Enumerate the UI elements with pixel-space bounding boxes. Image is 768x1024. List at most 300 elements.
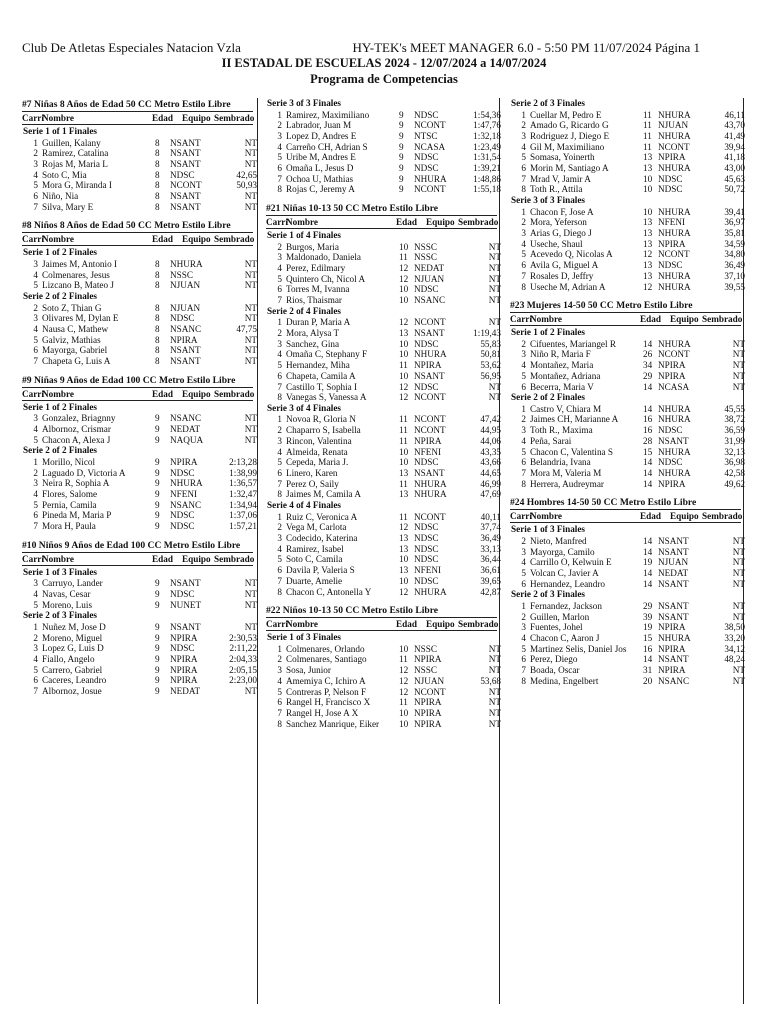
team-code: NPIRA	[414, 360, 442, 371]
swimmer-age: 9	[155, 599, 160, 610]
seed-time: 41,18	[724, 152, 745, 163]
event-title: #9 Niñas 9 Años de Edad 100 CC Metro Estilo Libre	[22, 374, 236, 386]
team-code: NHURA	[658, 414, 691, 425]
seed-time: 36,49	[724, 260, 745, 271]
swimmer-age: 11	[399, 252, 408, 263]
swimmer-name: Fuentes, Johel	[530, 622, 583, 633]
swimmer-age: 10	[399, 295, 409, 306]
lane-number: 3	[521, 546, 526, 557]
swimmer-name: Duarte, Amelie	[286, 575, 343, 586]
lane-number: 1	[521, 403, 526, 414]
entry-row	[266, 554, 501, 565]
lane-number: 1	[277, 109, 282, 120]
team-code: NTSC	[414, 130, 438, 141]
lane-number: 6	[521, 654, 526, 665]
swimmer-age: 11	[399, 697, 408, 708]
swimmer-age: 9	[399, 130, 404, 141]
seed-time: NT	[244, 201, 257, 212]
swimmer-name: Maldonado, Daniela	[286, 252, 362, 263]
event-title: #22 Niños 10-13 50 CC Metro Estilo Libre	[266, 605, 439, 617]
team-code: NDSC	[170, 313, 195, 324]
seed-time: NT	[732, 675, 745, 686]
swimmer-age: 9	[155, 423, 160, 434]
seed-time: 47,42	[480, 414, 501, 425]
age-header: Edad	[640, 511, 661, 522]
swimmer-name: Rojas C, Jeremy A	[286, 184, 355, 195]
team-code: NSANT	[170, 191, 201, 202]
swimmer-age: 9	[155, 664, 160, 675]
swimmer-name: Chapeta, Camila A	[286, 370, 356, 381]
entry-row	[510, 425, 745, 436]
seed-time: 31,99	[724, 435, 745, 446]
team-code: NPIRA	[170, 632, 198, 643]
lane-header: Carri	[22, 388, 44, 399]
team-code: NSANT	[414, 370, 445, 381]
team-code: NSSC	[414, 252, 437, 263]
team-code: NCONT	[414, 392, 446, 403]
team-code: NCONT	[414, 425, 446, 436]
lane-number: 2	[277, 425, 282, 436]
team-header: Equipo	[182, 234, 211, 245]
seed-time: 1:54,36	[473, 109, 501, 120]
swimmer-age: 10	[643, 206, 653, 217]
swimmer-age: 12	[643, 281, 653, 292]
entry-row	[510, 109, 745, 121]
seed-time: NT	[488, 317, 501, 328]
entry-row	[510, 557, 745, 568]
lane-number: 4	[521, 141, 526, 152]
swimmer-age: 14	[643, 546, 653, 557]
team-code: NHURA	[658, 403, 691, 414]
swimmer-name: Mora H, Paula	[42, 521, 96, 532]
lane-number: 2	[33, 302, 38, 313]
lane-number: 3	[33, 578, 38, 589]
swimmer-name: Acevedo Q, Nicolas A	[530, 249, 613, 260]
swimmer-name: Neira R, Sophia A	[42, 478, 110, 489]
entry-row	[510, 568, 745, 579]
team-code: NDSC	[414, 109, 439, 120]
lane-number: 6	[277, 697, 282, 708]
swimmer-age: 11	[399, 511, 408, 522]
lane-number: 6	[277, 284, 282, 295]
lane-number: 5	[277, 554, 282, 565]
swimmer-age: 12	[399, 263, 409, 274]
entry-row	[22, 675, 257, 686]
seed-time: 42,58	[724, 467, 745, 478]
seed-time: NT	[732, 535, 745, 546]
swimmer-name: Carruyo, Lander	[42, 578, 103, 589]
swimmer-age: 11	[399, 654, 408, 665]
seed-time: 55,83	[480, 338, 501, 349]
swimmer-age: 8	[155, 180, 160, 191]
entry-row	[22, 413, 257, 424]
seed-time: 37,74	[480, 522, 501, 533]
swimmer-age: 13	[399, 328, 409, 339]
lane-number: 5	[33, 280, 38, 291]
lane-number: 5	[521, 370, 526, 381]
team-code: NDSC	[414, 575, 439, 586]
swimmer-age: 12	[399, 675, 409, 686]
lane-number: 2	[277, 328, 282, 339]
team-code: NPIRA	[658, 152, 686, 163]
team-code: NDSC	[170, 643, 195, 654]
seed-time: 47,75	[236, 323, 257, 334]
seed-time: NT	[244, 434, 257, 445]
swimmer-name: Cifuentes, Mariangel R	[530, 338, 616, 349]
seed-time: 45,55	[724, 403, 745, 414]
lane-number: 4	[33, 423, 38, 434]
lane-number: 7	[277, 295, 282, 306]
swimmer-name: Fernandez, Jackson	[530, 600, 602, 611]
swimmer-age: 12	[399, 317, 409, 328]
entry-row	[22, 334, 257, 346]
team-code: NDSC	[414, 522, 439, 533]
swimmer-age: 10	[399, 370, 409, 381]
lane-number: 6	[521, 381, 526, 392]
team-code: NCONT	[658, 249, 690, 260]
team-code: NSANT	[170, 345, 201, 356]
swimmer-age: 29	[643, 370, 653, 381]
team-header: Equipo	[182, 388, 211, 399]
lane-number: 4	[277, 446, 282, 457]
seed-time: 46,99	[480, 478, 501, 489]
swimmer-age: 13	[643, 228, 653, 239]
swimmer-age: 14	[643, 381, 653, 392]
lane-number: 7	[277, 478, 282, 489]
lane-number: 6	[521, 457, 526, 468]
heat-title: Serie 1 of 1 Finales	[23, 126, 97, 136]
column-headers	[266, 617, 497, 631]
lane-number: 8	[277, 489, 282, 500]
team-code: NSSC	[414, 643, 437, 654]
seed-time: 37,10	[724, 270, 745, 281]
swimmer-age: 12	[399, 665, 409, 676]
swimmer-age: 10	[643, 173, 653, 184]
seed-time: 53,62	[480, 360, 501, 371]
program-column-3	[510, 98, 745, 1004]
seed-time: 1:32,18	[473, 130, 501, 141]
seed-time: 2:04,33	[229, 654, 257, 664]
team-code: NDSC	[658, 425, 683, 436]
lane-number: 2	[521, 338, 526, 349]
lane-number: 4	[33, 654, 38, 664]
swimmer-age: 9	[399, 141, 404, 152]
swimmer-age: 9	[399, 120, 404, 131]
swimmer-age: 16	[643, 425, 653, 436]
heat-title: Serie 2 of 2 Finales	[23, 445, 97, 456]
entry-row	[266, 457, 501, 468]
swimmer-age: 26	[643, 349, 653, 360]
team-code: NCONT	[414, 686, 446, 697]
team-code: NHURA	[658, 446, 691, 457]
seed-time: 44,06	[480, 435, 501, 446]
lane-number: 8	[521, 478, 526, 489]
team-code: NPIRA	[658, 665, 686, 676]
team-code: NHURA	[414, 489, 447, 500]
swimmer-name: Ramirez, Maximiliano	[286, 109, 370, 120]
swimmer-name: Soto Z, Thian G	[42, 302, 102, 313]
swimmer-age: 8	[155, 280, 160, 291]
team-code: NHURA	[658, 228, 691, 239]
lane-header: Carri	[510, 511, 532, 522]
swimmer-name: Uribe M, Andres E	[286, 152, 356, 163]
lane-number: 2	[521, 414, 526, 425]
entry-row	[510, 130, 745, 142]
team-code: NCASA	[414, 141, 446, 152]
seed-time: 33,20	[724, 633, 745, 644]
seed-header: Sembrado	[214, 234, 255, 245]
lane-number: 1	[277, 511, 282, 522]
team-code: NPIRA	[414, 718, 442, 729]
team-code: NSANT	[658, 435, 689, 446]
entry-row	[22, 148, 257, 159]
seed-time: 50,81	[480, 349, 501, 360]
entry-row	[266, 141, 501, 153]
lane-number: 4	[33, 169, 38, 180]
entry-row	[510, 446, 745, 458]
lane-number: 7	[33, 521, 38, 532]
entry-row	[510, 675, 745, 687]
entry-row	[22, 643, 257, 654]
seed-time: NT	[244, 269, 257, 280]
column-headers	[510, 312, 741, 326]
seed-time: NT	[488, 295, 501, 306]
lane-number: 3	[521, 349, 526, 360]
entry-row	[22, 521, 257, 532]
swimmer-name: Useche M, Adrian A	[530, 281, 606, 292]
swimmer-name: Avila G, Miguel A	[530, 260, 599, 271]
heat-title: Serie 1 of 2 Finales	[23, 401, 97, 412]
swimmer-age: 13	[643, 163, 653, 174]
seed-time: NT	[488, 263, 501, 274]
age-header: Edad	[152, 388, 173, 399]
lane-number: 4	[277, 141, 282, 152]
meet-title: II ESTADAL DE ESCUELAS 2024 - 12/07/2024 a 14/07/2024	[221, 56, 547, 70]
entry-row	[22, 356, 257, 367]
entry-row	[510, 633, 745, 644]
lane-number: 7	[521, 173, 526, 184]
team-code: NDSC	[414, 533, 439, 543]
swimmer-age: 14	[643, 578, 653, 589]
seed-time: 45,63	[724, 173, 745, 184]
lane-number: 7	[277, 381, 282, 392]
swimmer-name: Quintero Ch, Nicol A	[286, 273, 366, 284]
entry-row	[266, 349, 501, 360]
seed-time: NT	[488, 686, 501, 697]
team-code: NSANT	[170, 621, 201, 632]
swimmer-age: 11	[643, 109, 652, 120]
entry-row	[266, 643, 501, 655]
seed-time: NT	[244, 621, 257, 632]
entry-row	[22, 180, 257, 191]
seed-time: NT	[732, 338, 745, 349]
seed-time: 36,61	[480, 565, 501, 576]
swimmer-age: 10	[399, 643, 409, 654]
swimmer-age: 13	[643, 152, 653, 163]
heat-title: Serie 2 of 2 Finales	[511, 392, 585, 403]
seed-time: 36,98	[724, 457, 745, 468]
seed-time: NT	[732, 381, 745, 392]
seed-time: 43,35	[480, 446, 501, 457]
swimmer-age: 9	[399, 163, 404, 174]
team-code: NDSC	[414, 152, 439, 163]
swimmer-age: 12	[399, 522, 409, 533]
entry-row	[266, 184, 501, 195]
entry-row	[22, 578, 257, 589]
swimmer-name: Montañez, Adriana	[530, 370, 601, 381]
event-title: #21 Niñas 10-13 50 CC Metro Estilo Libre	[266, 203, 439, 215]
swimmer-name: Peña, Sarai	[530, 435, 572, 446]
heat-title: Serie 1 of 4 Finales	[267, 230, 341, 241]
seed-time: NT	[488, 654, 501, 665]
heat-title: Serie 2 of 2 Finales	[23, 291, 97, 302]
seed-time: 2:11,22	[229, 643, 257, 654]
team-code: NEDAT	[414, 263, 445, 274]
seed-time: NT	[732, 370, 745, 381]
heat-title: Serie 2 of 3 Finales	[511, 98, 585, 108]
team-code: NFENI	[414, 446, 442, 457]
team-code: NDSC	[170, 510, 195, 521]
swimmer-name: Vega M, Carlota	[286, 522, 347, 533]
lane-header: Carri	[22, 234, 44, 245]
team-code: NAQUA	[170, 434, 204, 445]
entry-row	[510, 467, 745, 479]
team-code: NSANC	[170, 323, 202, 334]
swimmer-name: Medina, Engelbert	[530, 675, 599, 686]
seed-time: 36,49	[480, 533, 501, 543]
seed-time: 1:32,47	[229, 488, 257, 499]
seed-time: NT	[244, 302, 257, 313]
swimmer-age: 9	[155, 413, 160, 424]
team-code: NHURA	[658, 270, 691, 281]
swimmer-name: Guillen, Kalany	[42, 137, 101, 148]
swimmer-name: Arias G, Diego J	[530, 228, 592, 239]
swimmer-name: Somasa, Yoinerth	[530, 152, 595, 163]
seed-time: NT	[488, 665, 501, 676]
heat-title: Serie 2 of 4 Finales	[267, 305, 341, 316]
event-title: #23 Mujeres 14-50 50 CC Metro Estilo Libre	[510, 300, 693, 312]
seed-time: 34,80	[724, 249, 745, 260]
swimmer-name: Olivares M, Dylan E	[42, 313, 119, 324]
team-code: NCONT	[414, 414, 446, 425]
swimmer-age: 9	[399, 152, 404, 163]
seed-time: NT	[244, 313, 257, 324]
swimmer-name: Perez, Diego	[530, 654, 578, 665]
swimmer-name: Carrillo O, Kelwuin E	[530, 557, 612, 568]
seed-time: NT	[244, 148, 257, 159]
entry-row	[510, 478, 745, 490]
seed-time: 53,68	[480, 675, 501, 686]
name-header: Nombre	[286, 619, 318, 630]
lane-number: 1	[277, 317, 282, 328]
swimmer-name: Rangel H, Jose A X	[286, 707, 359, 718]
team-code: NCONT	[658, 141, 690, 152]
team-code: NSANC	[170, 499, 202, 510]
swimmer-age: 10	[399, 241, 409, 252]
lane-number: 3	[521, 130, 526, 141]
lane-number: 6	[521, 260, 526, 271]
entry-row	[266, 414, 501, 425]
swimmer-name: Mrad V, Jamir A	[530, 173, 591, 184]
swimmer-name: Linero, Karen	[286, 467, 338, 478]
seed-time: NT	[732, 568, 745, 578]
swimmer-name: Ruiz C, Veronica A	[286, 511, 358, 522]
lane-number: 7	[521, 270, 526, 281]
swimmer-age: 11	[399, 478, 408, 489]
team-code: NHURA	[658, 633, 691, 644]
team-header: Equipo	[670, 314, 699, 325]
team-code: NSANT	[414, 328, 445, 339]
heat-title: Serie 1 of 2 Finales	[511, 327, 585, 338]
age-header: Edad	[396, 217, 417, 228]
team-code: NSANC	[414, 295, 446, 306]
team-code: NEDAT	[170, 423, 201, 434]
lane-number: 3	[277, 252, 282, 263]
lane-header: Carri	[266, 619, 288, 630]
swimmer-name: Niño R, Maria F	[530, 349, 591, 360]
seed-time: NT	[244, 356, 257, 367]
swimmer-age: 12	[643, 249, 653, 260]
team-code: NJUAN	[414, 675, 445, 686]
entry-row	[266, 263, 501, 274]
swimmer-age: 9	[155, 521, 160, 532]
event-block	[22, 98, 257, 212]
heat-title: Serie 4 of 4 Finales	[267, 500, 341, 511]
swimmer-name: Navas, Cesar	[42, 588, 91, 599]
swimmer-age: 8	[155, 313, 160, 324]
swimmer-age: 14	[643, 535, 653, 546]
entry-row	[22, 686, 257, 697]
swimmer-age: 11	[399, 414, 408, 425]
entry-row	[22, 201, 257, 213]
swimmer-name: Nuñez M, Jose D	[42, 621, 106, 632]
lane-number: 7	[277, 575, 282, 586]
lane-number: 4	[521, 435, 526, 446]
team-code: NPIRA	[414, 707, 442, 718]
swimmer-name: Gonzalez, Briagnny	[42, 413, 116, 424]
swimmer-name: Mora, Alysa T	[286, 328, 340, 339]
lane-number: 5	[33, 664, 38, 675]
seed-time: 36,97	[724, 217, 745, 228]
swimmer-name: Ochoa U, Mathias	[286, 173, 354, 184]
lane-number: 1	[277, 414, 282, 425]
entry-row	[510, 360, 745, 371]
entry-row	[266, 707, 501, 719]
swimmer-name: Herrera, Audreymar	[530, 478, 604, 489]
seed-time: 36,59	[724, 425, 745, 436]
name-header: Nombre	[530, 314, 562, 325]
team-code: NDSC	[170, 169, 195, 180]
lane-number: 1	[33, 621, 38, 632]
swimmer-age: 13	[643, 238, 653, 249]
swimmer-age: 15	[643, 633, 653, 644]
swimmer-age: 8	[155, 191, 160, 202]
name-header: Nombre	[530, 511, 562, 522]
entry-row	[510, 600, 745, 612]
team-header: Equipo	[182, 113, 211, 123]
seed-time: NT	[732, 360, 745, 371]
event-title: #8 Niños 8 Años de Edad 50 CC Metro Estilo Libre	[22, 220, 231, 232]
swimmer-age: 9	[155, 467, 160, 478]
entry-row	[266, 511, 501, 523]
column-headers	[22, 111, 253, 125]
lane-number: 6	[521, 578, 526, 589]
seed-time: NT	[244, 578, 257, 589]
lane-number: 4	[521, 557, 526, 568]
swimmer-age: 11	[399, 360, 408, 371]
swimmer-age: 8	[155, 345, 160, 356]
team-code: NSANT	[170, 137, 201, 148]
